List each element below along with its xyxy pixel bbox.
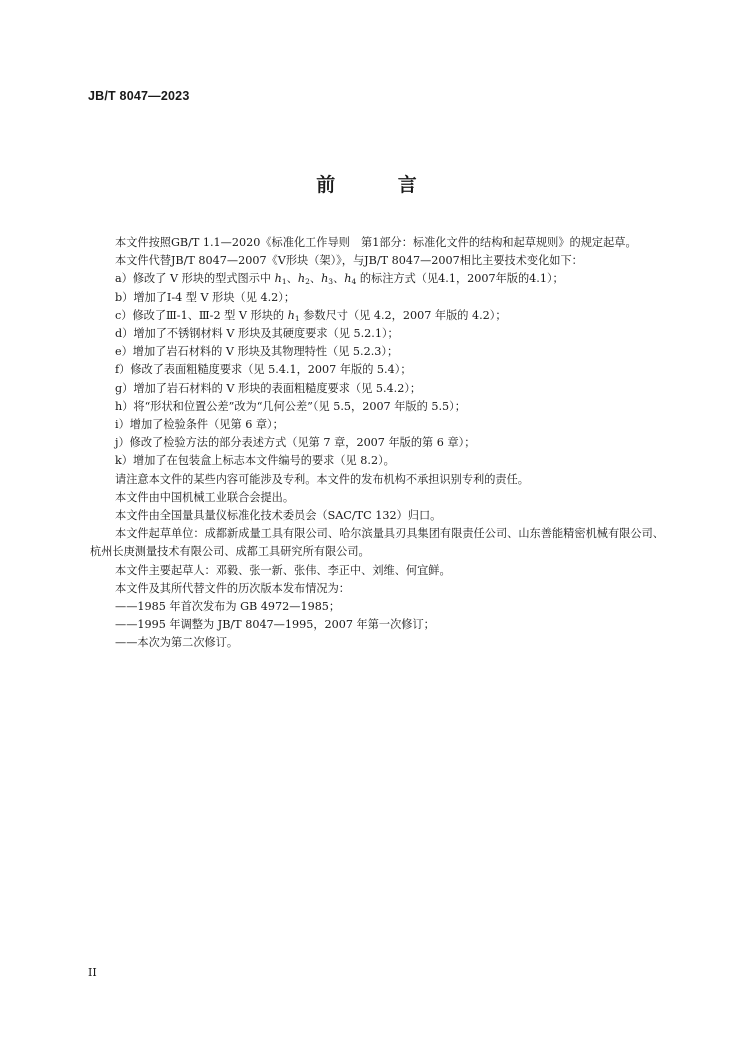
history-item: ——1985 年首次发布为 GB 4972—1985； <box>115 600 341 614</box>
document-code: JB/T 8047—2023 <box>88 89 190 103</box>
history-item: ——1995 年调整为 JB/T 8047—1995，2007 年第一次修订； <box>115 618 435 632</box>
paragraph-drafters: 本文件主要起草人：邓毅、张一新、张伟、李正中、刘维、何宜鲜。 <box>115 563 451 577</box>
change-item-b: b）增加了Ⅰ-4 型 V 形块（见 4.2）； <box>115 290 296 304</box>
change-item-g: g）增加了岩石材料的 V 形块的表面粗糙度要求（见 5.4.2）； <box>115 381 422 395</box>
change-item-h: h）将“形状和位置公差”改为“几何公差”（见 5.5，2007 年版的 5.5）； <box>115 399 466 413</box>
paragraph-drafting-rules: 本文件按照GB/T 1.1—2020《标准化工作导则 第1部分：标准化文件的结构和起草规则》的规定起草。 <box>115 236 637 249</box>
change-item-i: i）增加了检验条件（见第 6 章）； <box>115 418 284 432</box>
paragraph-patent-notice: 请注意本文件的某些内容可能涉及专利。本文件的发布机构不承担识别专利的责任。 <box>115 472 529 486</box>
change-item-d: d）增加了不锈钢材料 V 形块及其硬度要求（见 5.2.1）； <box>115 327 399 341</box>
paragraph-replaces: 本文件代替JB/T 8047—2007《V形块（架）》，与JB/T 8047—2007相比主要技术变化如下： <box>115 254 583 268</box>
paragraph-history-intro: 本文件及其所代替文件的历次版本发布情况为： <box>115 581 350 595</box>
paragraph-centralized-by: 本文件由全国量具量仪标准化技术委员会（SAC/TC 132）归口。 <box>115 509 442 523</box>
paragraph-proposed-by: 本文件由中国机械工业联合会提出。 <box>115 490 295 504</box>
change-item-f: f）修改了表面粗糙度要求（见 5.4.1，2007 年版的 5.4）； <box>115 363 412 377</box>
change-item-j: j）修改了检验方法的部分表述方式（见第 7 章，2007 年版的第 6 章）； <box>115 436 476 450</box>
change-item-e: e）增加了岩石材料的 V 形块及其物理特性（见 5.2.3）； <box>115 345 399 359</box>
foreword-body <box>90 234 664 653</box>
change-item-a: a）修改了 V 形块的型式图示中 $h_1$、$h_2$、$h_3$、$h_4$ 的标注方式（见4.1，2007年版的4.1）； <box>115 272 564 287</box>
history-item: ——本次为第二次修订。 <box>115 636 239 650</box>
page-number: II <box>88 966 97 979</box>
change-item-k: k）增加了在包装盒上标志本文件编号的要求（见 8.2）。 <box>115 454 395 468</box>
paragraph-drafting-units: 本文件起草单位：成都新成量工具有限公司、哈尔滨量具刃具集团有限责任公司、山东善能精密机械有限公司、杭州长庚测量技术有限公司、成都工具研究所有限公司。 <box>90 527 664 559</box>
page-title: 前 言 <box>316 174 445 196</box>
change-item-c: c）修改了Ⅲ-1、Ⅲ-2 型 V 形块的 $h_1$ 参数尺寸（见 4.2，2007 年版的 4.2）； <box>115 308 507 323</box>
